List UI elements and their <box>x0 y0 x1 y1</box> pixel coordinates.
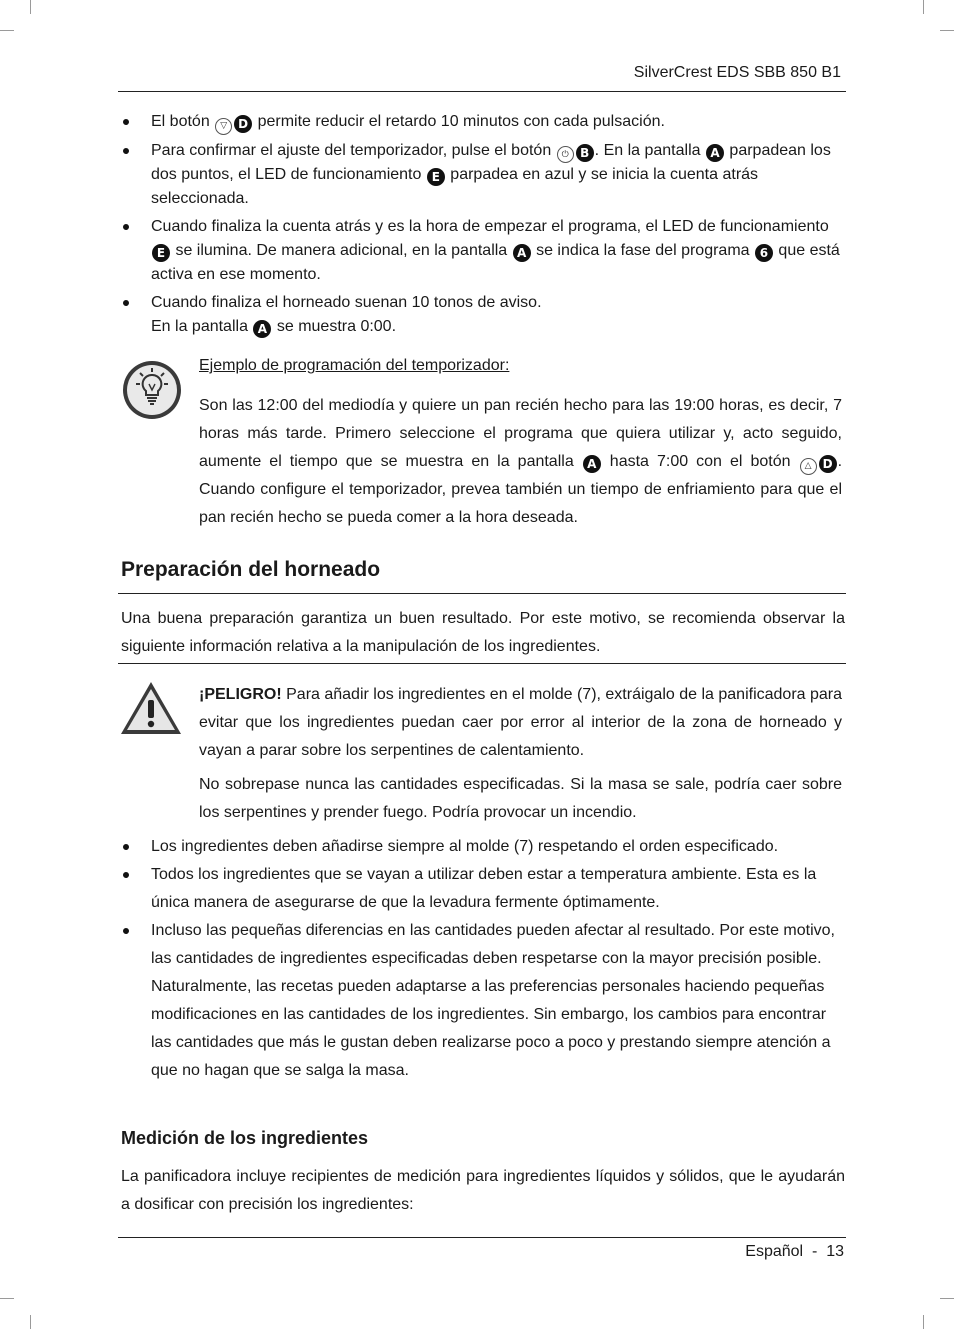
callout-A-icon: A <box>583 455 601 473</box>
header-rule <box>118 91 846 92</box>
text-run: . Cuando configure el temporizador, prevea también un tiempo de enfriamiento para que el pan recién hecho se pueda comer a la hora deseada. <box>199 453 843 526</box>
callout-D-icon: D <box>234 115 252 133</box>
text-run: Para confirmar el ajuste del temporizador, pulse el botón <box>151 141 556 159</box>
crop-mark <box>0 30 14 31</box>
callout-E-icon: E <box>427 168 445 186</box>
callout-A-icon: A <box>706 144 724 162</box>
list-item <box>121 215 841 287</box>
note-body <box>199 392 842 532</box>
lightbulb-icon <box>121 359 183 421</box>
text-run: se ilumina. De manera adicional, en la pantalla <box>171 242 512 259</box>
list-item <box>121 833 841 861</box>
section-title: Preparación del horneado <box>121 558 381 581</box>
list-item <box>121 291 841 339</box>
list-item <box>121 110 841 135</box>
device-button-icon: △ <box>800 458 817 475</box>
text-run: que está activa en ese momento. <box>151 242 840 283</box>
danger-text-2: No sobrepase nunca las cantidades especificadas. Si la masa se sale, podría caer sobre los serpentines y prender fuego. Podría provocar un incendio. <box>199 776 842 821</box>
text-run: . En la pantalla <box>594 141 705 159</box>
text-run: En la pantalla <box>151 318 253 335</box>
callout-A-icon: A <box>513 244 531 262</box>
text-run: Naturalmente, las recetas pueden adaptarse a las preferencias personales haciendo pequeñas modificaciones en las cantidades de los ingredientes. Sin embargo, los cambios para encontrar las cantidades que más le gustan deben realizarse poco a poco y prestando siempre atención a que no hagan que se salga la masa. <box>151 978 831 1079</box>
callout-E-icon: E <box>152 244 170 262</box>
crop-mark <box>0 1298 14 1299</box>
intro-paragraph: Una buena preparación garantiza un buen resultado. Por este motivo, se recomienda observar la siguiente información relativa a la manipulación de los ingredientes. <box>121 610 845 655</box>
callout-A-icon: A <box>253 320 271 338</box>
text-run: permite reducir el retardo 10 minutos con cada pulsación. <box>253 113 665 130</box>
section-rule <box>118 593 846 594</box>
crop-mark <box>30 1315 31 1329</box>
device-button-icon: ▽ <box>215 118 232 135</box>
danger-label: ¡PELIGRO! <box>199 686 282 703</box>
device-button-icon: ⏻ <box>557 146 574 163</box>
crop-mark <box>923 0 924 14</box>
list-item <box>121 861 841 917</box>
text-run: Todos los ingredientes que se vayan a utilizar deben estar a temperatura ambiente. Esta es la única manera de asegurarse de que la levadura fermente óptimamente. <box>151 866 817 911</box>
crop-mark <box>923 1315 924 1329</box>
bullet-list-bottom <box>121 833 841 1085</box>
list-item <box>121 917 841 1085</box>
footer-rule <box>118 1237 846 1238</box>
text-run: Son las 12:00 del mediodía y quiere un pan recién hecho para las 19:00 horas, es decir, 7 horas más tarde. Primero seleccione el programa que quiera utilizar y, acto seguido, aumente el tiempo que se muestra en la pantalla <box>199 397 842 470</box>
callout-B-icon: B <box>576 144 594 162</box>
text-run: Los ingredientes deben añadirse siempre al molde (7) respetando el orden especificado. <box>151 838 779 855</box>
text-run: parpadean los dos puntos, el LED de funcionamiento <box>151 141 831 183</box>
timer-example-note <box>199 352 842 532</box>
text-run: Cuando finaliza el horneado suenan 10 tonos de aviso. <box>151 294 542 311</box>
text-run: Incluso las pequeñas diferencias en las cantidades pueden afectar al resultado. Por este motivo, las cantidades de ingredientes especificadas deben respetarse con la mayor precisión posible. <box>151 922 835 967</box>
callout-D-icon: D <box>819 455 837 473</box>
intro-rule <box>118 663 846 664</box>
text-run: El botón <box>151 113 215 130</box>
crop-mark <box>940 1298 954 1299</box>
danger-warning <box>199 681 842 833</box>
text-run: se indica la fase del programa <box>531 242 754 259</box>
measure-paragraph: La panificadora incluye recipientes de medición para ingredientes líquidos y sólidos, que le ayudarán a dosificar con precisión los ingredientes: <box>121 1168 845 1213</box>
bullet-list-top <box>121 110 841 343</box>
note-label: Ejemplo de programación del temporizador: <box>199 357 510 374</box>
header-title: SilverCrest EDS SBB 850 B1 <box>633 64 841 81</box>
crop-mark <box>30 0 31 14</box>
danger-text: Para añadir los ingredientes en el molde (7), extráigalo de la panificadora para evitar que los ingredientes puedan caer por error al interior de la zona de horneado y vayan a parar sobre los serpentines de calentamiento. <box>199 686 843 759</box>
text-run: se muestra 0:00. <box>272 318 397 335</box>
subsection-title: Medición de los ingredientes <box>121 1128 369 1148</box>
text-run: hasta 7:00 con el botón <box>601 453 799 470</box>
text-run: Cuando finaliza la cuenta atrás y es la hora de empezar el programa, el LED de funcionamiento <box>151 218 829 235</box>
list-item <box>121 139 841 212</box>
callout-6-icon: 6 <box>755 244 773 262</box>
page-footer: Español - 13 <box>745 1243 844 1260</box>
warning-triangle-icon <box>119 680 183 736</box>
crop-mark <box>940 30 954 31</box>
text-run: parpadea en azul y se inicia la cuenta atrás seleccionada. <box>151 166 759 207</box>
